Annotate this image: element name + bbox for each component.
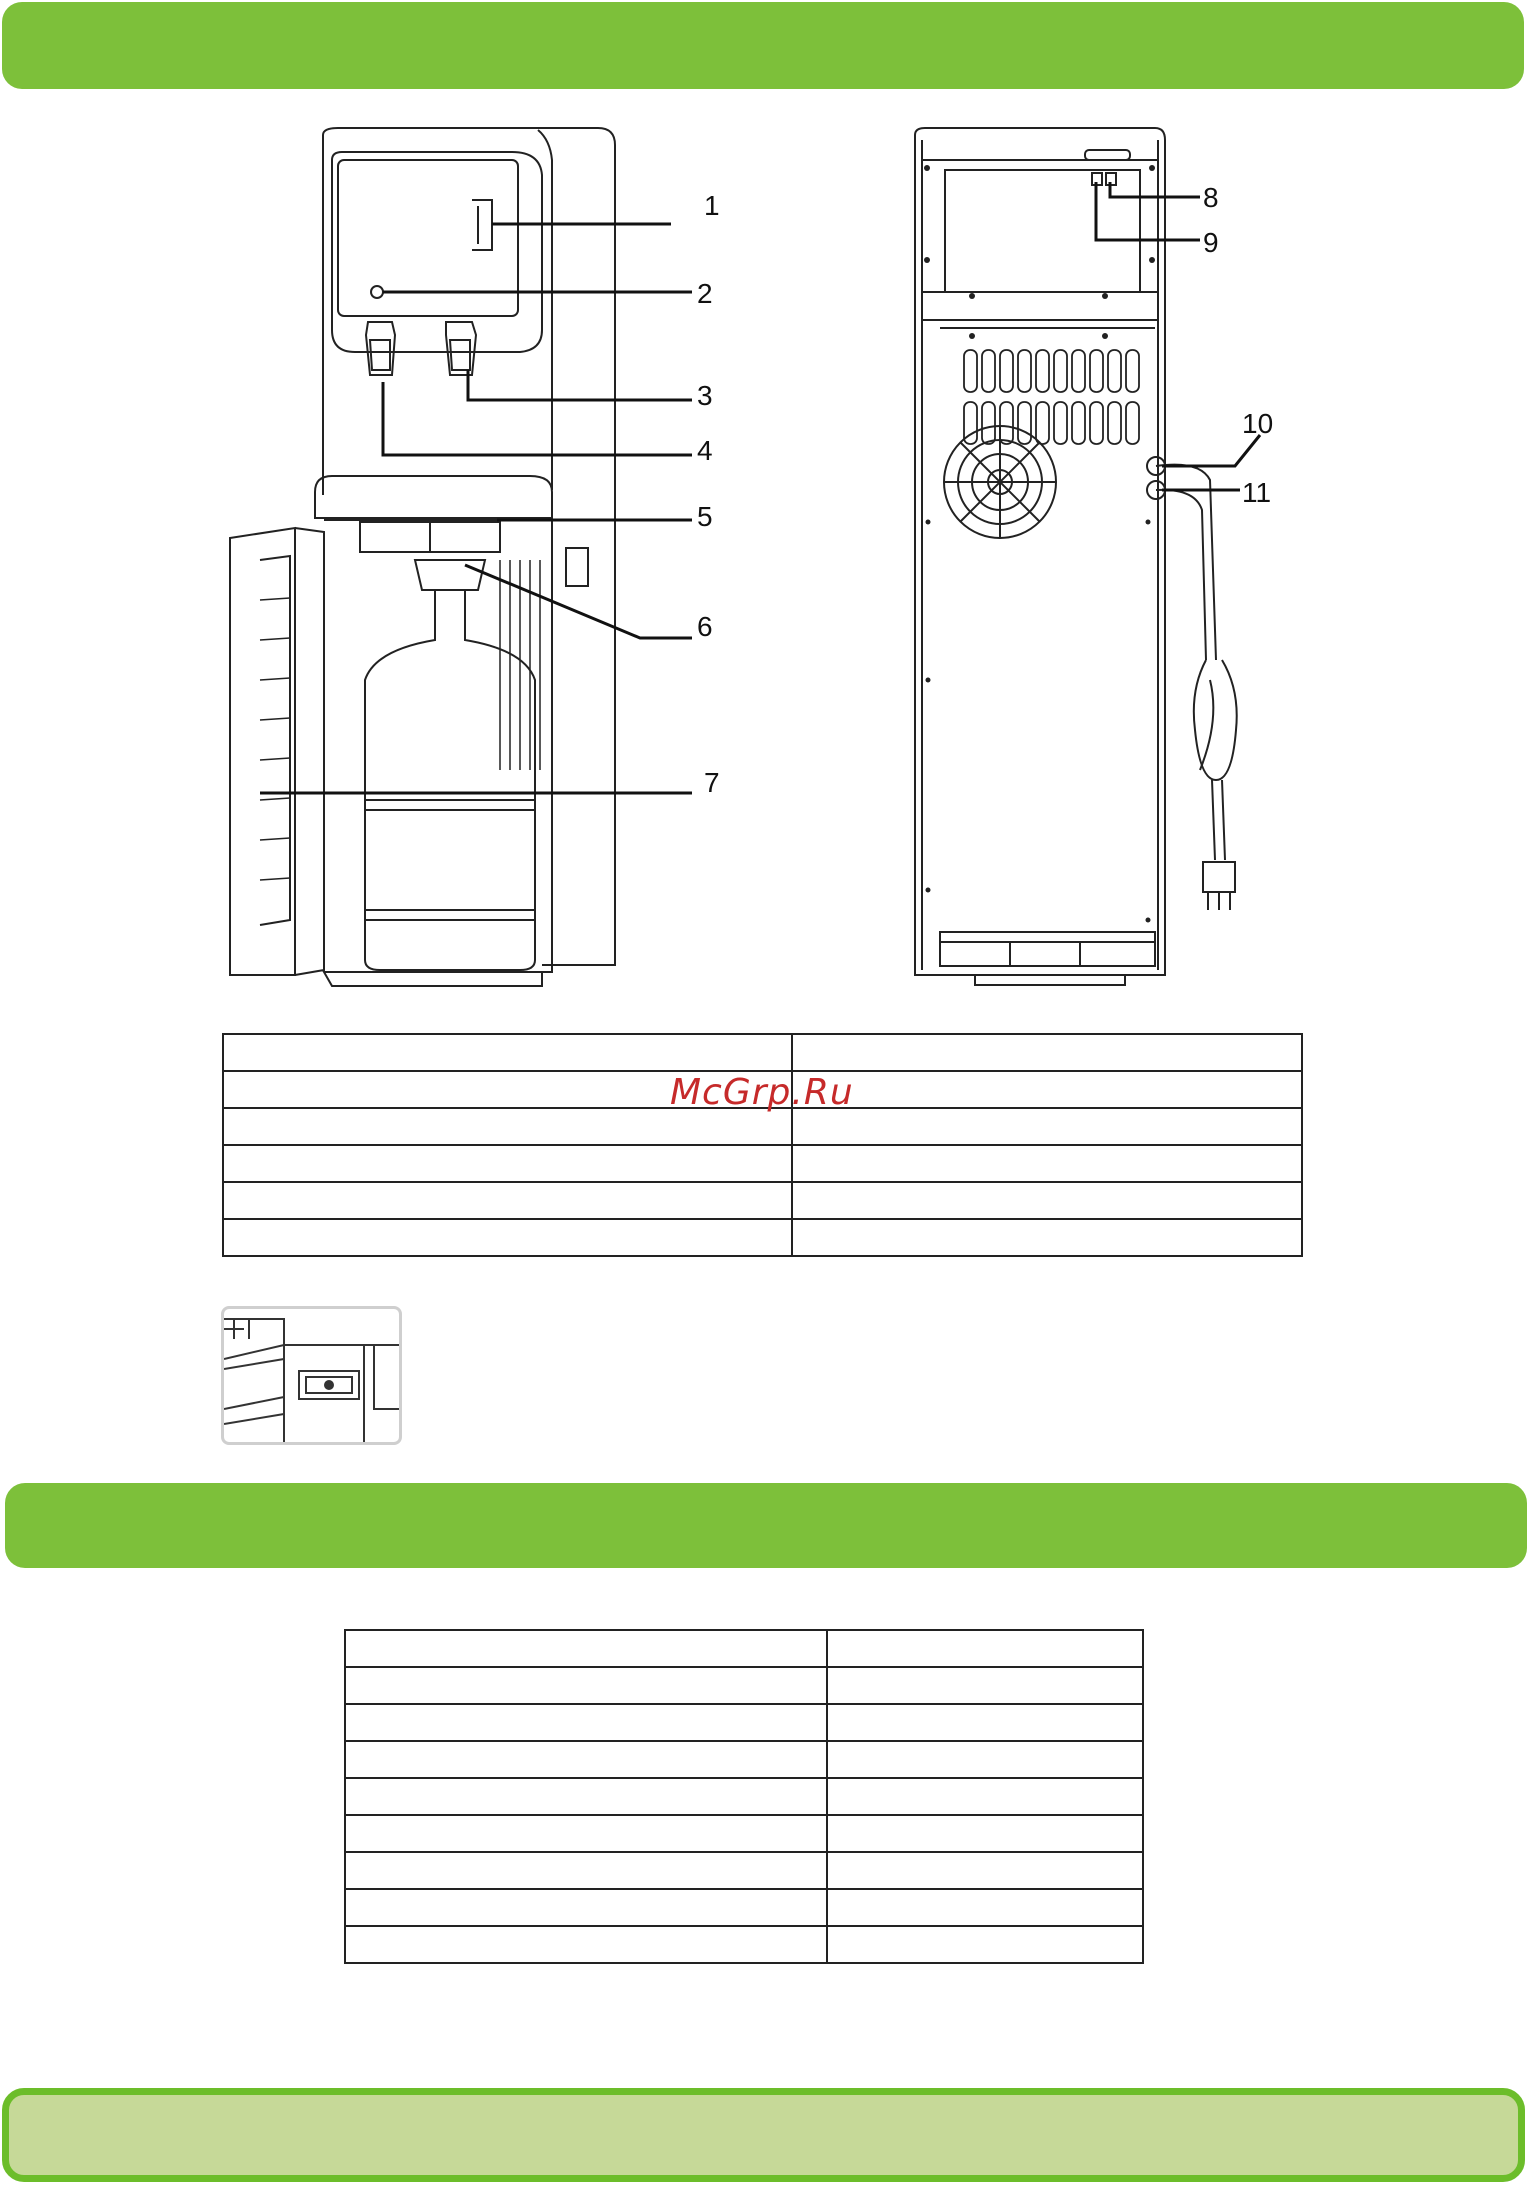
- table-cell: [345, 1815, 827, 1852]
- watermark: McGrp.Ru: [670, 1072, 854, 1113]
- table-cell: [827, 1889, 1143, 1926]
- detail-image: [221, 1306, 402, 1445]
- table-cell: [827, 1852, 1143, 1889]
- callout-7: 7: [704, 767, 720, 798]
- table-cell: [345, 1667, 827, 1704]
- table-cell: [223, 1219, 792, 1256]
- callout-1: 1: [704, 190, 720, 221]
- table-row: [223, 1182, 1302, 1219]
- callout-8: 8: [1203, 182, 1219, 213]
- switch-detail-illustration: [224, 1309, 399, 1442]
- table-cell: [223, 1108, 792, 1145]
- footer-bar: [2, 2088, 1525, 2182]
- front-view-diagram: [220, 120, 740, 990]
- table-row: [223, 1108, 1302, 1145]
- section-bar: [5, 1483, 1527, 1568]
- table-row: [223, 1145, 1302, 1182]
- table-cell: [792, 1071, 1302, 1108]
- table-cell: [792, 1108, 1302, 1145]
- table-row: [345, 1741, 1143, 1778]
- callout-3: 3: [697, 380, 713, 411]
- table-cell: [792, 1034, 1302, 1071]
- table-cell: [223, 1145, 792, 1182]
- callout-9: 9: [1203, 227, 1219, 258]
- callout-4: 4: [697, 435, 713, 466]
- table-row: [345, 1667, 1143, 1704]
- table-cell: [827, 1778, 1143, 1815]
- table-row: [345, 1889, 1143, 1926]
- back-view-diagram: [900, 120, 1320, 990]
- callout-6: 6: [697, 611, 713, 642]
- table-cell: [792, 1145, 1302, 1182]
- table-cell: [345, 1778, 827, 1815]
- table-row: [345, 1926, 1143, 1963]
- table-cell: [792, 1219, 1302, 1256]
- parts-table: [222, 1033, 1303, 1257]
- table-row: [345, 1704, 1143, 1741]
- table-cell: [827, 1667, 1143, 1704]
- callout-10: 10: [1242, 408, 1274, 439]
- callout-2: 2: [697, 278, 713, 309]
- table-cell: [345, 1889, 827, 1926]
- table-cell: [345, 1741, 827, 1778]
- table-row: [345, 1852, 1143, 1889]
- table-cell: [827, 1815, 1143, 1852]
- table-row: [345, 1778, 1143, 1815]
- table-cell: [223, 1182, 792, 1219]
- table-cell: [345, 1630, 827, 1667]
- table-row: [345, 1815, 1143, 1852]
- callout-5: 5: [697, 501, 713, 532]
- specs-table: [344, 1629, 1144, 1964]
- table-row: [223, 1034, 1302, 1071]
- table-cell: [827, 1704, 1143, 1741]
- table-cell: [827, 1630, 1143, 1667]
- table-cell: [792, 1182, 1302, 1219]
- table-cell: [223, 1034, 792, 1071]
- header-bar: [2, 2, 1524, 89]
- table-row: [223, 1219, 1302, 1256]
- table-cell: [345, 1926, 827, 1963]
- table-row: [345, 1630, 1143, 1667]
- table-cell: [827, 1926, 1143, 1963]
- table-cell: [345, 1704, 827, 1741]
- table-cell: [827, 1741, 1143, 1778]
- callout-11: 11: [1242, 477, 1272, 508]
- table-cell: [345, 1852, 827, 1889]
